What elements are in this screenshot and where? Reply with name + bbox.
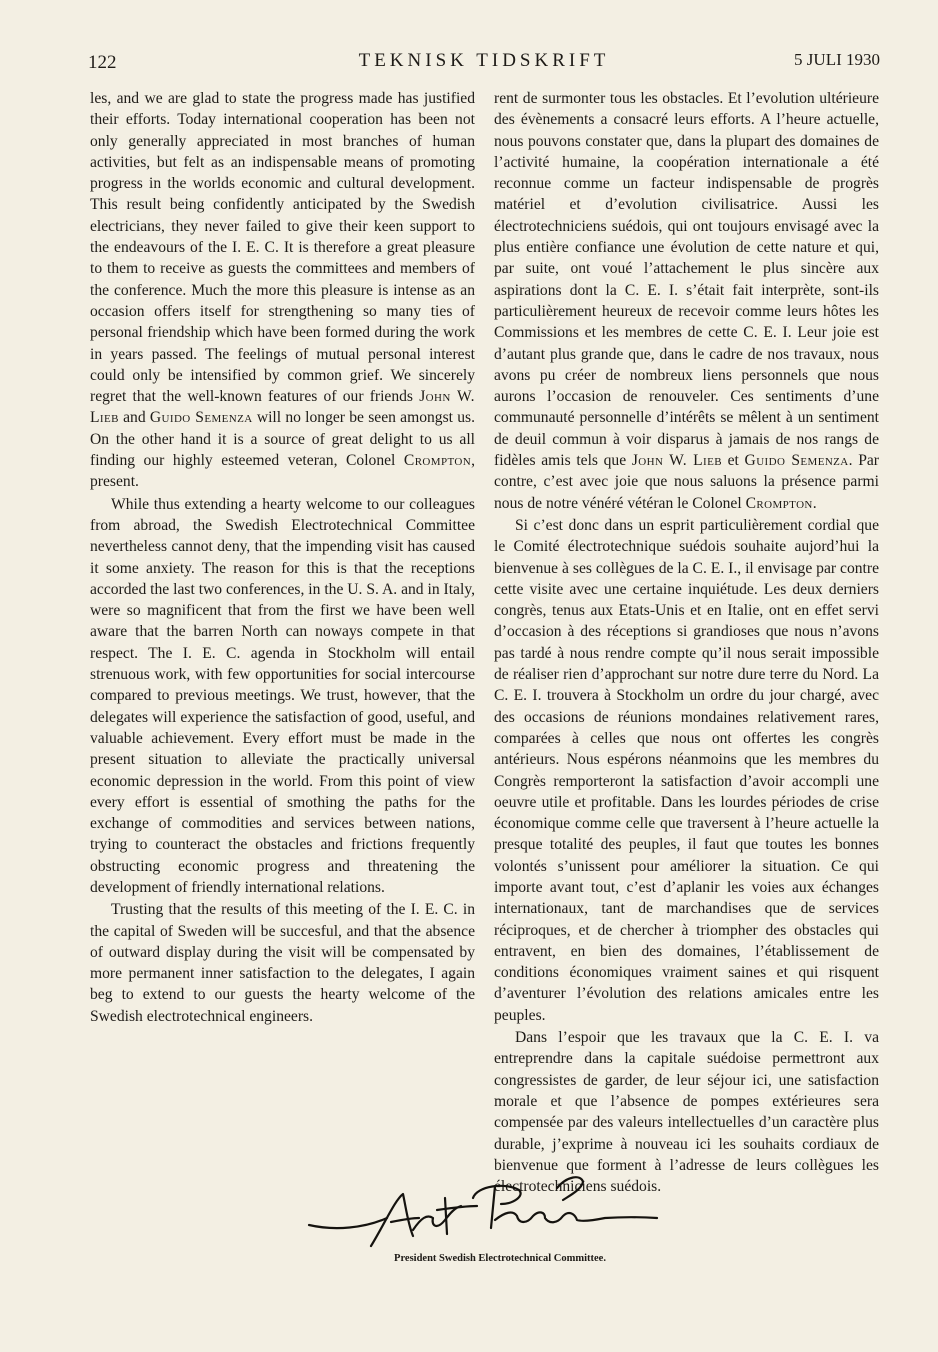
name-crompton: Crompton [403, 452, 472, 470]
page-header [88, 48, 880, 76]
nom-crompton: Crompton [745, 494, 813, 512]
french-column [494, 88, 879, 1198]
english-paragraph-1: les, and we are glad to state the progress made has justified their efforts. Today international cooperation has been not only generally appreciated in most branches of human activities, but felt as an indispensable means of promoting progress in the worlds economic and cultural development. This result being confidently anticipated by the Swedish electricians, they never failed to give their keen support to the endeavours of the I. E. C. It is therefore a great pleasure to them to receive as guests the committees and members of the conference. Much the more this pleasure is intense as an occasion offers itself for strengthening so many ties of personal friendship which have been formed during the work in years passed. The feelings of mutual personal interest could only be intensified by common grief. We sincerely regret that the well-known features of our friends John W. Lieb and Guido Semenza will no longer be seen amongst us. On the other hand it is a source of great delight to us all finding our highly esteemed veteran, Colonel Crompton, present. [90, 90, 476, 491]
english-paragraph-3: Trusting that the results of this meeting of the I. E. C. in the capital of Sweden will be succesful, and that the absence of outward display during the visit will be compensated by more permanent inner satisfaction to the delegates, I again beg to extend to our guests the hearty welcome of the Swedish electrotechnical engineers. [90, 901, 475, 1025]
nom-lieb: John W. Lieb [631, 452, 722, 470]
signature-caption: President Swedish Electrotechnical Committee. [394, 1253, 606, 1264]
journal-title: TEKNISK TIDSKRIFT [358, 50, 610, 71]
french-paragraph-1: rent de surmonter tous les obstacles. Et l’evolution ultérieure des évènements a consacré leurs efforts. A l’heure actuelle, nous pouvons constater que, dans la plupart des domaines de l’activité humaine, la coopération internationale a été reconnue comme un facteur indispensable de progrès matériel et d’evolution civilisatrice. Aussi les électrotechniciens suédois, qui ont toujours envisagé avec la plus entière confiance une évolution de cette nature et qui, par suite, ont voué l’attachement le plus sincère aux aspirations dont la C. E. I. s’était fait interprète, sont-ils particulièrement heureux de recevoir comme leurs hôtes les Commissions et les membres de cette C. E. I. Leur joie est d’autant plus grande que, dans le cadre de nos travaux, nous avons pu créer de nombreux liens personnels que nous aurons l’occasion de renouveler. Ces sentiments d’une communauté personnelle d’intérêts se mêlent à un sentiment de deuil commun à voir disparus à jamais de nos rangs de fidèles amis tels que John W. Lieb et Guido Semenza. Par contre, c’est avec joie que nous saluons la présence parmi nous de notre vénéré vétéran le Colonel Crompton. [494, 90, 879, 512]
english-paragraph-2: While thus extending a hearty welcome to our colleagues from abroad, the Swedish Electrotechnical Committee nevertheless cannot deny, that the impending visit has caused it some anxiety. The reason for this is that the receptions accorded the last two conferences, in the U. S. A. and in Italy, were so magnificent that from the first we have been well aware that the barren North can noways compete in that respect. The I. E. C. agenda in Stockholm will entail strenuous work, with few opportunities for social intercourse compared to previous meetings. We trust, however, that the delegates will experience the satisfaction of good, useful, and valuable achievement. Every effort must be made in the present situation to alleviate the practically universal economic depression in the world. From this point of view every effort is essential of smothing the paths for the exchange of commodities and services between nations, trying to counteract the obstacles and frictions frequently obstructing economic progress and threatening the development of friendly international relations. [90, 495, 475, 896]
french-paragraph-2: Si c’est donc dans un esprit particulièrement cordial que le Comité électrotechnique suédois souhaite aujord’hui la bienvenue à ses collègues de la C. E. I., il envisage par contre cette visite avec une certaine inquiétude. Les deux derniers congrès, tenus aux Etats-Unis et en Italie, ont en effet servi d’occasion à des réceptions si grandioses que nous n’avons pas tardé à nous rendre compte qu’il nous serait impossible de réaliser rien d’approchant sur notre dure terre du Nord. La C. E. I. trouvera à Stockholm un ordre du jour chargé, avec des occasions de réunions mondaines relativement rares, comparées à celles que nous ont offertes les congrès antérieurs. Nous espérons néanmoins que les membres du Congrès remporteront la satisfaction d’avoir accompli une oeuvre utile et profitable. Dans les lourdes périodes de crise économique comme celle que traversent à l’heure actuelle la presque totalité des peuples, il faut que toutes les bonnes volontés s’unissent pour améliorer la situation. Ce qui importe avant tout, c’est d’aplanir les voies aux échanges internationaux, tant de marchandises que de services réciproques, et de chercher à triompher des obstacles qui entravent, en bien des domaines, l’établissement de conditions économiques vraiment saines et qui risquent d’aventurer l’évolution des relations amicales entre les peuples. [494, 516, 879, 1024]
name-semenza: Guido Semenza [149, 409, 253, 427]
page-number: 122 [88, 52, 117, 73]
issue-date: 5 JULI 1930 [794, 50, 880, 69]
handwritten-signature [305, 1168, 675, 1258]
nom-semenza: Guido Semenza [744, 452, 849, 470]
french-paragraph-3: Dans l’espoir que les travaux que la C. E. I. va entreprendre dans la capitale suédoise permettront aux congressistes de garder, de leur séjour ici, une satisfaction morale et que l’absence de pompes extérieures sera compensée par des valeurs intellectuelles d’un caractère plus durable, j’exprime à nouveau ici les souhaits cordiaux de bienvenue que forment à l’adresse de leurs collègues les électrotechniciens suédois. [494, 1029, 879, 1196]
name-lieb: John W. Lieb [90, 388, 475, 427]
english-column [90, 88, 475, 1028]
